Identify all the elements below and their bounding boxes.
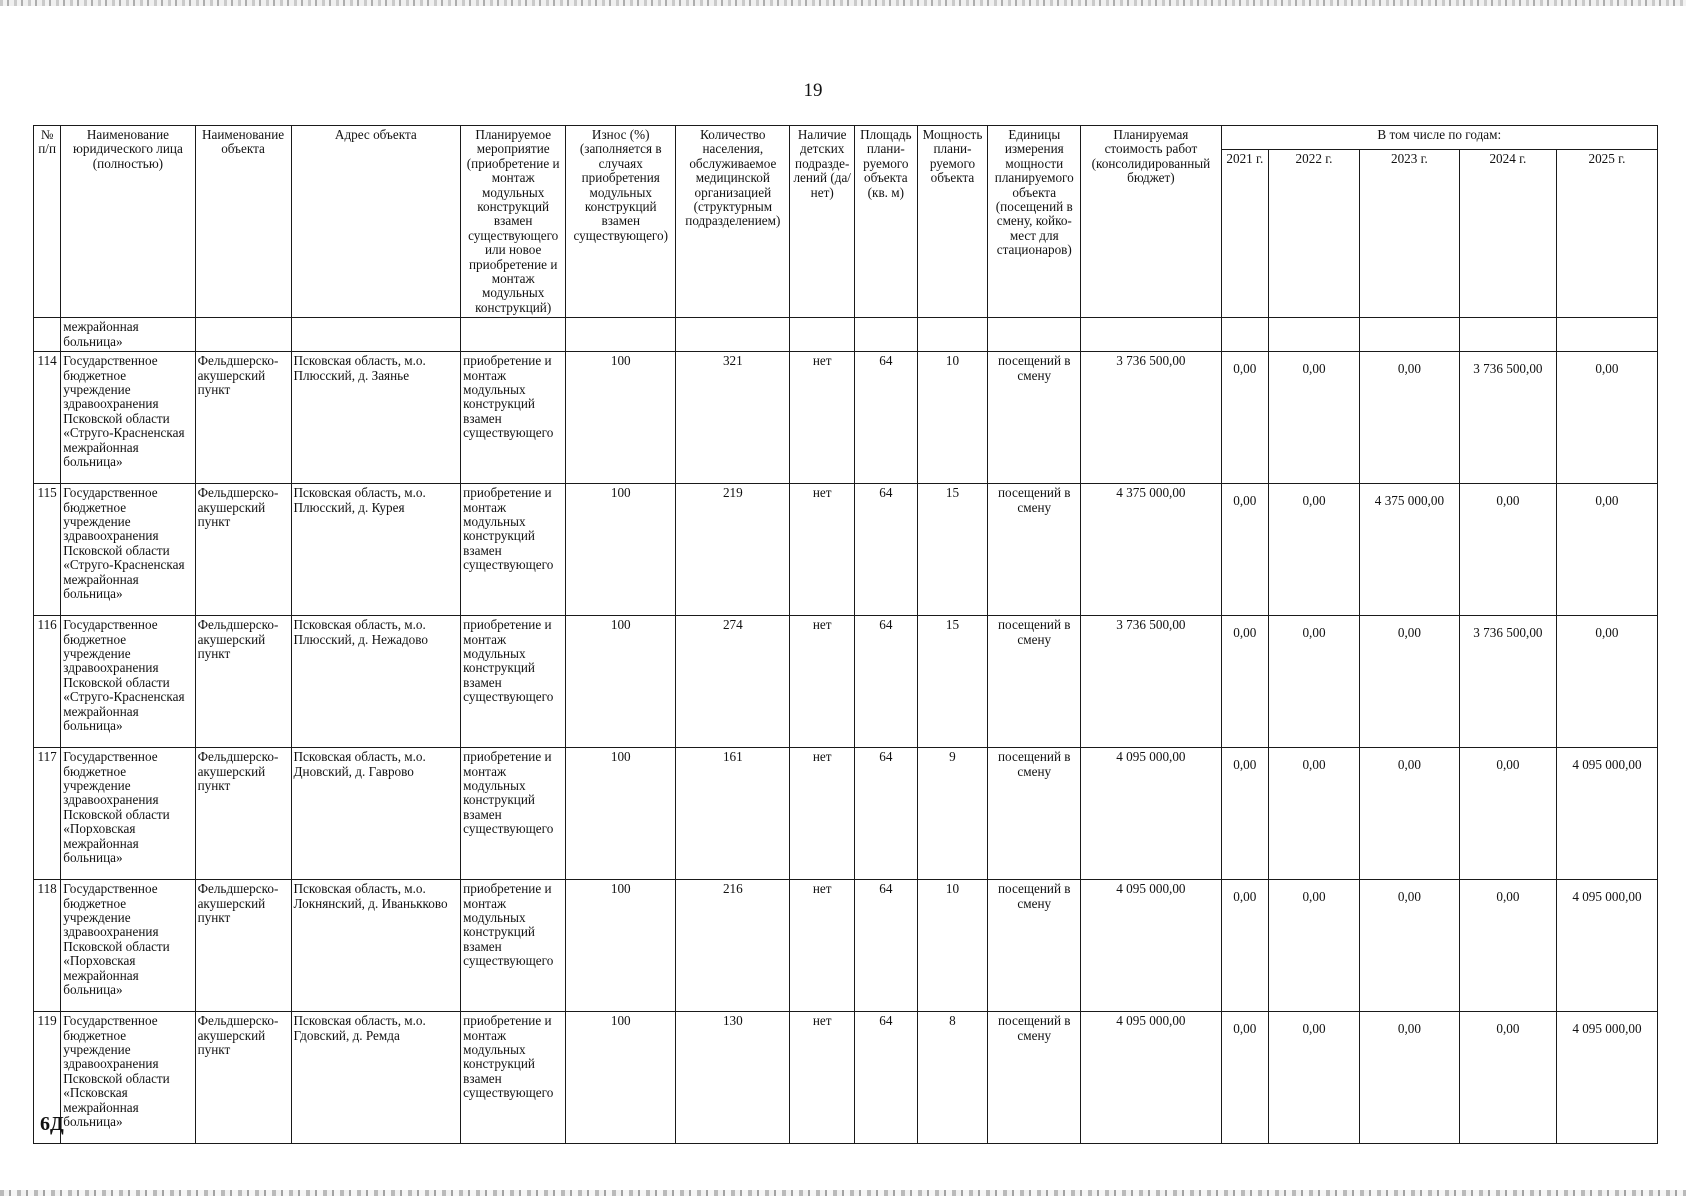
header-children: Наличие детских подразде-лений (да/нет) [790, 126, 855, 318]
cell-year-2025: 4 095 000,00 [1556, 1012, 1657, 1144]
header-wear: Износ (%) (заполняется в случаях приобретения модульных конструкций взамен существующего) [566, 126, 676, 318]
cell-year-2021: 0,00 [1221, 484, 1268, 616]
header-units: Единицы измерения мощности планируемого объекта (посещений в смену, койко-мест для стационаров) [988, 126, 1081, 318]
cell-legal-name: Государственное бюджетное учреждение здравоохранения Псковской области «Порховская межрайонная больница» [61, 880, 195, 1012]
cell-empty [1459, 318, 1556, 352]
header-population: Количество населения, обслуживаемое медицинской организацией (структурным подразделением) [676, 126, 790, 318]
table-row [34, 484, 1658, 616]
cell-measure: приобретение и монтаж модульных конструкций взамен существующего [461, 616, 566, 748]
cell-year-2025: 0,00 [1556, 484, 1657, 616]
cell-address: Псковская область, м.о. Локнянский, д. Иванькково [291, 880, 461, 1012]
cell-empty [855, 318, 918, 352]
cell-units: посещений в смену [988, 484, 1081, 616]
page-number: 19 [803, 80, 823, 101]
cell-capacity: 10 [917, 880, 988, 1012]
cell-object-name: Фельдшерско-акушерский пункт [195, 748, 291, 880]
cell-empty [1269, 318, 1360, 352]
header-area: Площадь плани-руемого объекта (кв. м) [855, 126, 918, 318]
cell-num: 115 [34, 484, 61, 616]
cell-wear: 100 [566, 880, 676, 1012]
cell-empty [291, 318, 461, 352]
footer-code: 6Д [40, 1113, 64, 1135]
cell-year-2023: 0,00 [1359, 1012, 1459, 1144]
cell-units: посещений в смену [988, 748, 1081, 880]
cell-population: 130 [676, 1012, 790, 1144]
header-year-2021: 2021 г. [1221, 149, 1268, 318]
cell-capacity: 15 [917, 616, 988, 748]
cell-empty [461, 318, 566, 352]
cell-year-2025: 0,00 [1556, 352, 1657, 484]
cell-address: Псковская область, м.о. Плюсский, д. Заянье [291, 352, 461, 484]
cell-area: 64 [855, 616, 918, 748]
cell-measure: приобретение и монтаж модульных конструкций взамен существующего [461, 352, 566, 484]
header-cost: Планируемая стоимость работ (консолидированный бюджет) [1081, 126, 1221, 318]
header-capacity: Мощность плани-руемого объекта [917, 126, 988, 318]
header-num: № п/п [34, 126, 61, 318]
cell-address: Псковская область, м.о. Плюсский, д. Курея [291, 484, 461, 616]
cell-cost: 3 736 500,00 [1081, 616, 1221, 748]
cell-area: 64 [855, 748, 918, 880]
table-row [34, 748, 1658, 880]
cell-empty [1221, 318, 1268, 352]
header-legal-name: Наименование юридического лица (полностью) [61, 126, 195, 318]
cell-population: 321 [676, 352, 790, 484]
cell-area: 64 [855, 880, 918, 1012]
cell-units: посещений в смену [988, 1012, 1081, 1144]
cell-year-2024: 0,00 [1459, 748, 1556, 880]
cell-year-2025: 0,00 [1556, 616, 1657, 748]
cell-empty [790, 318, 855, 352]
cell-num: 116 [34, 616, 61, 748]
cell-cost: 4 095 000,00 [1081, 880, 1221, 1012]
cell-num: 118 [34, 880, 61, 1012]
cell-area: 64 [855, 484, 918, 616]
header-year-2022: 2022 г. [1269, 149, 1360, 318]
header-year-2024: 2024 г. [1459, 149, 1556, 318]
cell-children: нет [790, 484, 855, 616]
cell-legal-name: Государственное бюджетное учреждение здравоохранения Псковской области «Струго-Красненская межрайонная больница» [61, 352, 195, 484]
cell-cost: 4 095 000,00 [1081, 1012, 1221, 1144]
cell-num: 117 [34, 748, 61, 880]
cell-num: 119 [34, 1012, 61, 1144]
cell-capacity: 15 [917, 484, 988, 616]
header-year-2023: 2023 г. [1359, 149, 1459, 318]
cell-capacity: 10 [917, 352, 988, 484]
cell-object-name: Фельдшерско-акушерский пункт [195, 484, 291, 616]
cell-year-2021: 0,00 [1221, 1012, 1268, 1144]
cell-measure: приобретение и монтаж модульных конструкций взамен существующего [461, 880, 566, 1012]
cell-address: Псковская область, м.о. Гдовский, д. Ремда [291, 1012, 461, 1144]
cell-empty [917, 318, 988, 352]
scan-edge-bottom [0, 1190, 1686, 1196]
cell-object-name: Фельдшерско-акушерский пункт [195, 880, 291, 1012]
cell-children: нет [790, 1012, 855, 1144]
cell-legal-name: Государственное бюджетное учреждение здравоохранения Псковской области «Струго-Красненская межрайонная больница» [61, 616, 195, 748]
cell-children: нет [790, 352, 855, 484]
objects-table [33, 125, 1658, 1144]
cell-population: 216 [676, 880, 790, 1012]
cell-children: нет [790, 748, 855, 880]
cell-year-2022: 0,00 [1269, 880, 1360, 1012]
cell-address: Псковская область, м.о. Плюсский, д. Нежадово [291, 616, 461, 748]
cell-num [34, 318, 61, 352]
cell-empty [676, 318, 790, 352]
cell-legal-name: Государственное бюджетное учреждение здравоохранения Псковской области «Струго-Красненская межрайонная больница» [61, 484, 195, 616]
cell-empty [1556, 318, 1657, 352]
cell-area: 64 [855, 1012, 918, 1144]
table-row [34, 880, 1658, 1012]
cell-legal-name: Государственное бюджетное учреждение здравоохранения Псковской области «Псковская межрайонная больница» [61, 1012, 195, 1144]
cell-cost: 4 095 000,00 [1081, 748, 1221, 880]
cell-address: Псковская область, м.о. Дновский, д. Гаврово [291, 748, 461, 880]
cell-year-2021: 0,00 [1221, 616, 1268, 748]
table-row [34, 616, 1658, 748]
cell-num: 114 [34, 352, 61, 484]
cell-object-name: Фельдшерско-акушерский пункт [195, 1012, 291, 1144]
table-header-row [34, 126, 1658, 150]
cell-units: посещений в смену [988, 352, 1081, 484]
cell-legal-name: Государственное бюджетное учреждение здравоохранения Псковской области «Порховская межрайонная больница» [61, 748, 195, 880]
cell-units: посещений в смену [988, 880, 1081, 1012]
cell-year-2023: 0,00 [1359, 748, 1459, 880]
cell-measure: приобретение и монтаж модульных конструкций взамен существующего [461, 484, 566, 616]
cell-population: 161 [676, 748, 790, 880]
cell-area: 64 [855, 352, 918, 484]
header-address: Адрес объекта [291, 126, 461, 318]
cell-year-2025: 4 095 000,00 [1556, 880, 1657, 1012]
cell-capacity: 9 [917, 748, 988, 880]
cell-legal-name: межрайонная больница» [61, 318, 195, 352]
cell-population: 274 [676, 616, 790, 748]
header-object-name: Наименование объекта [195, 126, 291, 318]
cell-year-2022: 0,00 [1269, 1012, 1360, 1144]
cell-capacity: 8 [917, 1012, 988, 1144]
cell-year-2024: 3 736 500,00 [1459, 352, 1556, 484]
cell-wear: 100 [566, 484, 676, 616]
cell-year-2024: 0,00 [1459, 1012, 1556, 1144]
cell-children: нет [790, 616, 855, 748]
header-year-2025: 2025 г. [1556, 149, 1657, 318]
table-row [34, 352, 1658, 484]
cell-year-2022: 0,00 [1269, 616, 1360, 748]
cell-year-2022: 0,00 [1269, 352, 1360, 484]
cell-empty [988, 318, 1081, 352]
cell-wear: 100 [566, 748, 676, 880]
cell-year-2024: 3 736 500,00 [1459, 616, 1556, 748]
cell-measure: приобретение и монтаж модульных конструкций взамен существующего [461, 748, 566, 880]
header-by-years: В том числе по годам: [1221, 126, 1657, 150]
cell-children: нет [790, 880, 855, 1012]
cell-year-2022: 0,00 [1269, 484, 1360, 616]
cell-year-2023: 0,00 [1359, 880, 1459, 1012]
cell-empty [566, 318, 676, 352]
cell-wear: 100 [566, 616, 676, 748]
cell-object-name: Фельдшерско-акушерский пункт [195, 352, 291, 484]
cell-year-2021: 0,00 [1221, 352, 1268, 484]
cell-cost: 3 736 500,00 [1081, 352, 1221, 484]
cell-year-2023: 0,00 [1359, 616, 1459, 748]
table-row [34, 1012, 1658, 1144]
cell-measure: приобретение и монтаж модульных конструкций взамен существующего [461, 1012, 566, 1144]
cell-empty [1359, 318, 1459, 352]
cell-empty [1081, 318, 1221, 352]
header-measure: Планируемое мероприятие (приобретение и монтаж модульных конструкций взамен существующего или новое приобретение и монтаж модульных конструкций) [461, 126, 566, 318]
cell-year-2024: 0,00 [1459, 484, 1556, 616]
cell-object-name: Фельдшерско-акушерский пункт [195, 616, 291, 748]
cell-year-2021: 0,00 [1221, 748, 1268, 880]
continuation-row [34, 318, 1658, 352]
cell-cost: 4 375 000,00 [1081, 484, 1221, 616]
cell-year-2021: 0,00 [1221, 880, 1268, 1012]
cell-population: 219 [676, 484, 790, 616]
cell-year-2025: 4 095 000,00 [1556, 748, 1657, 880]
cell-year-2023: 0,00 [1359, 352, 1459, 484]
cell-year-2022: 0,00 [1269, 748, 1360, 880]
cell-empty [195, 318, 291, 352]
cell-units: посещений в смену [988, 616, 1081, 748]
cell-year-2024: 0,00 [1459, 880, 1556, 1012]
cell-wear: 100 [566, 352, 676, 484]
cell-wear: 100 [566, 1012, 676, 1144]
scan-edge-top [0, 0, 1686, 6]
cell-year-2023: 4 375 000,00 [1359, 484, 1459, 616]
